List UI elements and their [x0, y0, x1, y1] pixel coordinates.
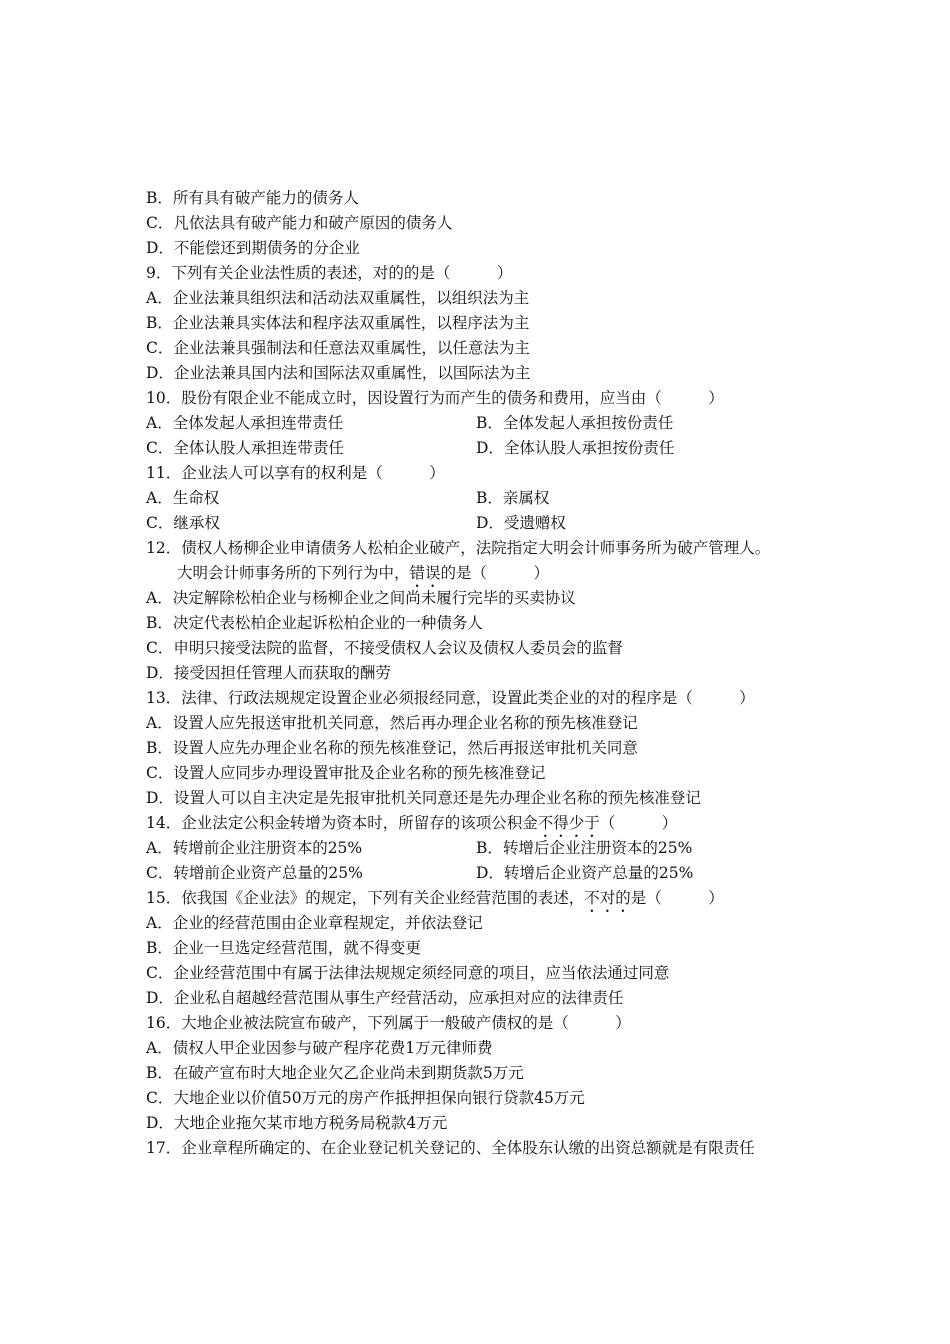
q14-option-b: B．转增后企业注册资本的25%	[476, 839, 693, 857]
q15-tail: 是（ ）	[630, 889, 724, 907]
q16-option-d: D．大地企业拖欠某市地方税务局税款4万元	[146, 1114, 448, 1132]
q11-option-a: A．生命权	[146, 489, 220, 507]
q15-text: 15．依我国《企业法》的规定，下列有关企业经营范围的表述，	[146, 889, 585, 907]
q12-cont-text: 大明会计师事务所的下列行为中，	[177, 564, 410, 582]
q16-option-b: B．在破产宣布时大地企业欠乙企业尚未到期货款5万元	[146, 1064, 524, 1082]
q8-option-c: C．凡依法具有破产能力和破产原因的债务人	[146, 214, 453, 232]
q9-option-d: D．企业法兼具国内法和国际法双重属性，以国际法为主	[146, 364, 531, 382]
q10-option-d: D．全体认股人承担按份责任	[476, 439, 675, 457]
q9-option-a: A．企业法兼具组织法和活动法双重属性，以组织法为主	[146, 289, 530, 307]
q10-option-a: A．全体发起人承担连带责任	[146, 414, 344, 432]
question-9: 9．下列有关企业法性质的表述，对的的是（ ）	[146, 264, 513, 282]
q11-option-b: B．亲属权	[476, 489, 550, 507]
q13-option-d: D．设置人可以自主决定是先报审批机关同意还是先办理企业名称的预先核准登记	[146, 789, 701, 807]
q11-option-d: D．受遗赠权	[476, 514, 566, 532]
q9-option-c: C．企业法兼具强制法和任意法双重属性，以任意法为主	[146, 339, 530, 357]
q12-option-b: B．决定代表松柏企业起诉松柏企业的一种债务人	[146, 614, 483, 632]
q14-option-a: A．转增前企业注册资本的25%	[146, 839, 363, 857]
q16-option-c: C．大地企业以价值50万元的房产作抵押担保向银行贷款45万元	[146, 1089, 585, 1107]
q12-option-d: D．接受因担任管理人而获取的酬劳	[146, 664, 391, 682]
q14-text: 14．企业法定公积金转增为资本时，所留存的该项公积金	[146, 814, 538, 832]
question-12: 12．债权人杨柳企业申请债务人松柏企业破产，法院指定大明会计师事务所为破产管理人。	[146, 539, 771, 557]
q9-option-b: B．企业法兼具实体法和程序法双重属性，以程序法为主	[146, 314, 530, 332]
q13-option-a: A．设置人应先报送审批机关同意，然后再办理企业名称的预先核准登记	[146, 714, 638, 732]
question-15	[146, 886, 724, 910]
question-10: 10．股份有限企业不能成立时，因设置行为而产生的债务和费用，应当由（ ）	[146, 389, 724, 407]
q13-option-b: B．设置人应先办理企业名称的预先核准登记，然后再报送审批机关同意	[146, 739, 638, 757]
q14-emphasis: 不得少于	[537, 814, 600, 832]
question-12-continued	[177, 561, 549, 585]
q16-option-a: A．债权人甲企业因参与破产程序花费1万元律师费	[146, 1039, 493, 1057]
question-11: 11．企业法人可以享有的权利是（ ）	[146, 464, 445, 482]
q11-option-c: C．继承权	[146, 514, 220, 532]
q15-emphasis: 不对的	[584, 889, 631, 907]
q8-option-d: D．不能偿还到期债务的分企业	[146, 239, 360, 257]
q14-option-c: C．转增前企业资产总量的25%	[146, 864, 363, 882]
q8-option-b: B．所有具有破产能力的债务人	[146, 189, 359, 207]
q10-option-c: C．全体认股人承担连带责任	[146, 439, 344, 457]
q13-option-c: C．设置人应同步办理设置审批及企业名称的预先核准登记	[146, 764, 546, 782]
q12-option-c: C．申明只接受法院的监督，不接受债权人会议及债权人委员会的监督	[146, 639, 623, 657]
question-17: 17．企业章程所确定的、在企业登记机关登记的、全体股东认缴的出资总额就是有限责任	[146, 1139, 755, 1157]
q12-option-a: A．决定解除松柏企业与杨柳企业之间尚未履行完毕的买卖协议	[146, 589, 576, 607]
q12-cont-tail: 的是（ ）	[440, 564, 550, 582]
question-16: 16．大地企业被法院宣布破产，下列属于一般破产债权的是（ ）	[146, 1014, 631, 1032]
question-14	[146, 811, 677, 835]
question-13: 13．法律、行政法规规定设置企业必须报经同意，设置此类企业的对的程序是（ ）	[146, 689, 755, 707]
q12-emphasis: 错误	[409, 564, 441, 582]
q15-option-b: B．企业一旦选定经营范围，就不得变更	[146, 939, 421, 957]
q14-tail: （ ）	[599, 814, 678, 832]
q15-option-a: A．企业的经营范围由企业章程规定，并依法登记	[146, 914, 483, 932]
q10-option-b: B．全体发起人承担按份责任	[476, 414, 674, 432]
q14-option-d: D．转增后企业资产总量的25%	[476, 864, 694, 882]
q15-option-c: C．企业经营范围中有属于法律法规规定须经同意的项目，应当依法通过同意	[146, 964, 670, 982]
q15-option-d: D．企业私自超越经营范围从事生产经营活动，应承担对应的法律责任	[146, 989, 624, 1007]
